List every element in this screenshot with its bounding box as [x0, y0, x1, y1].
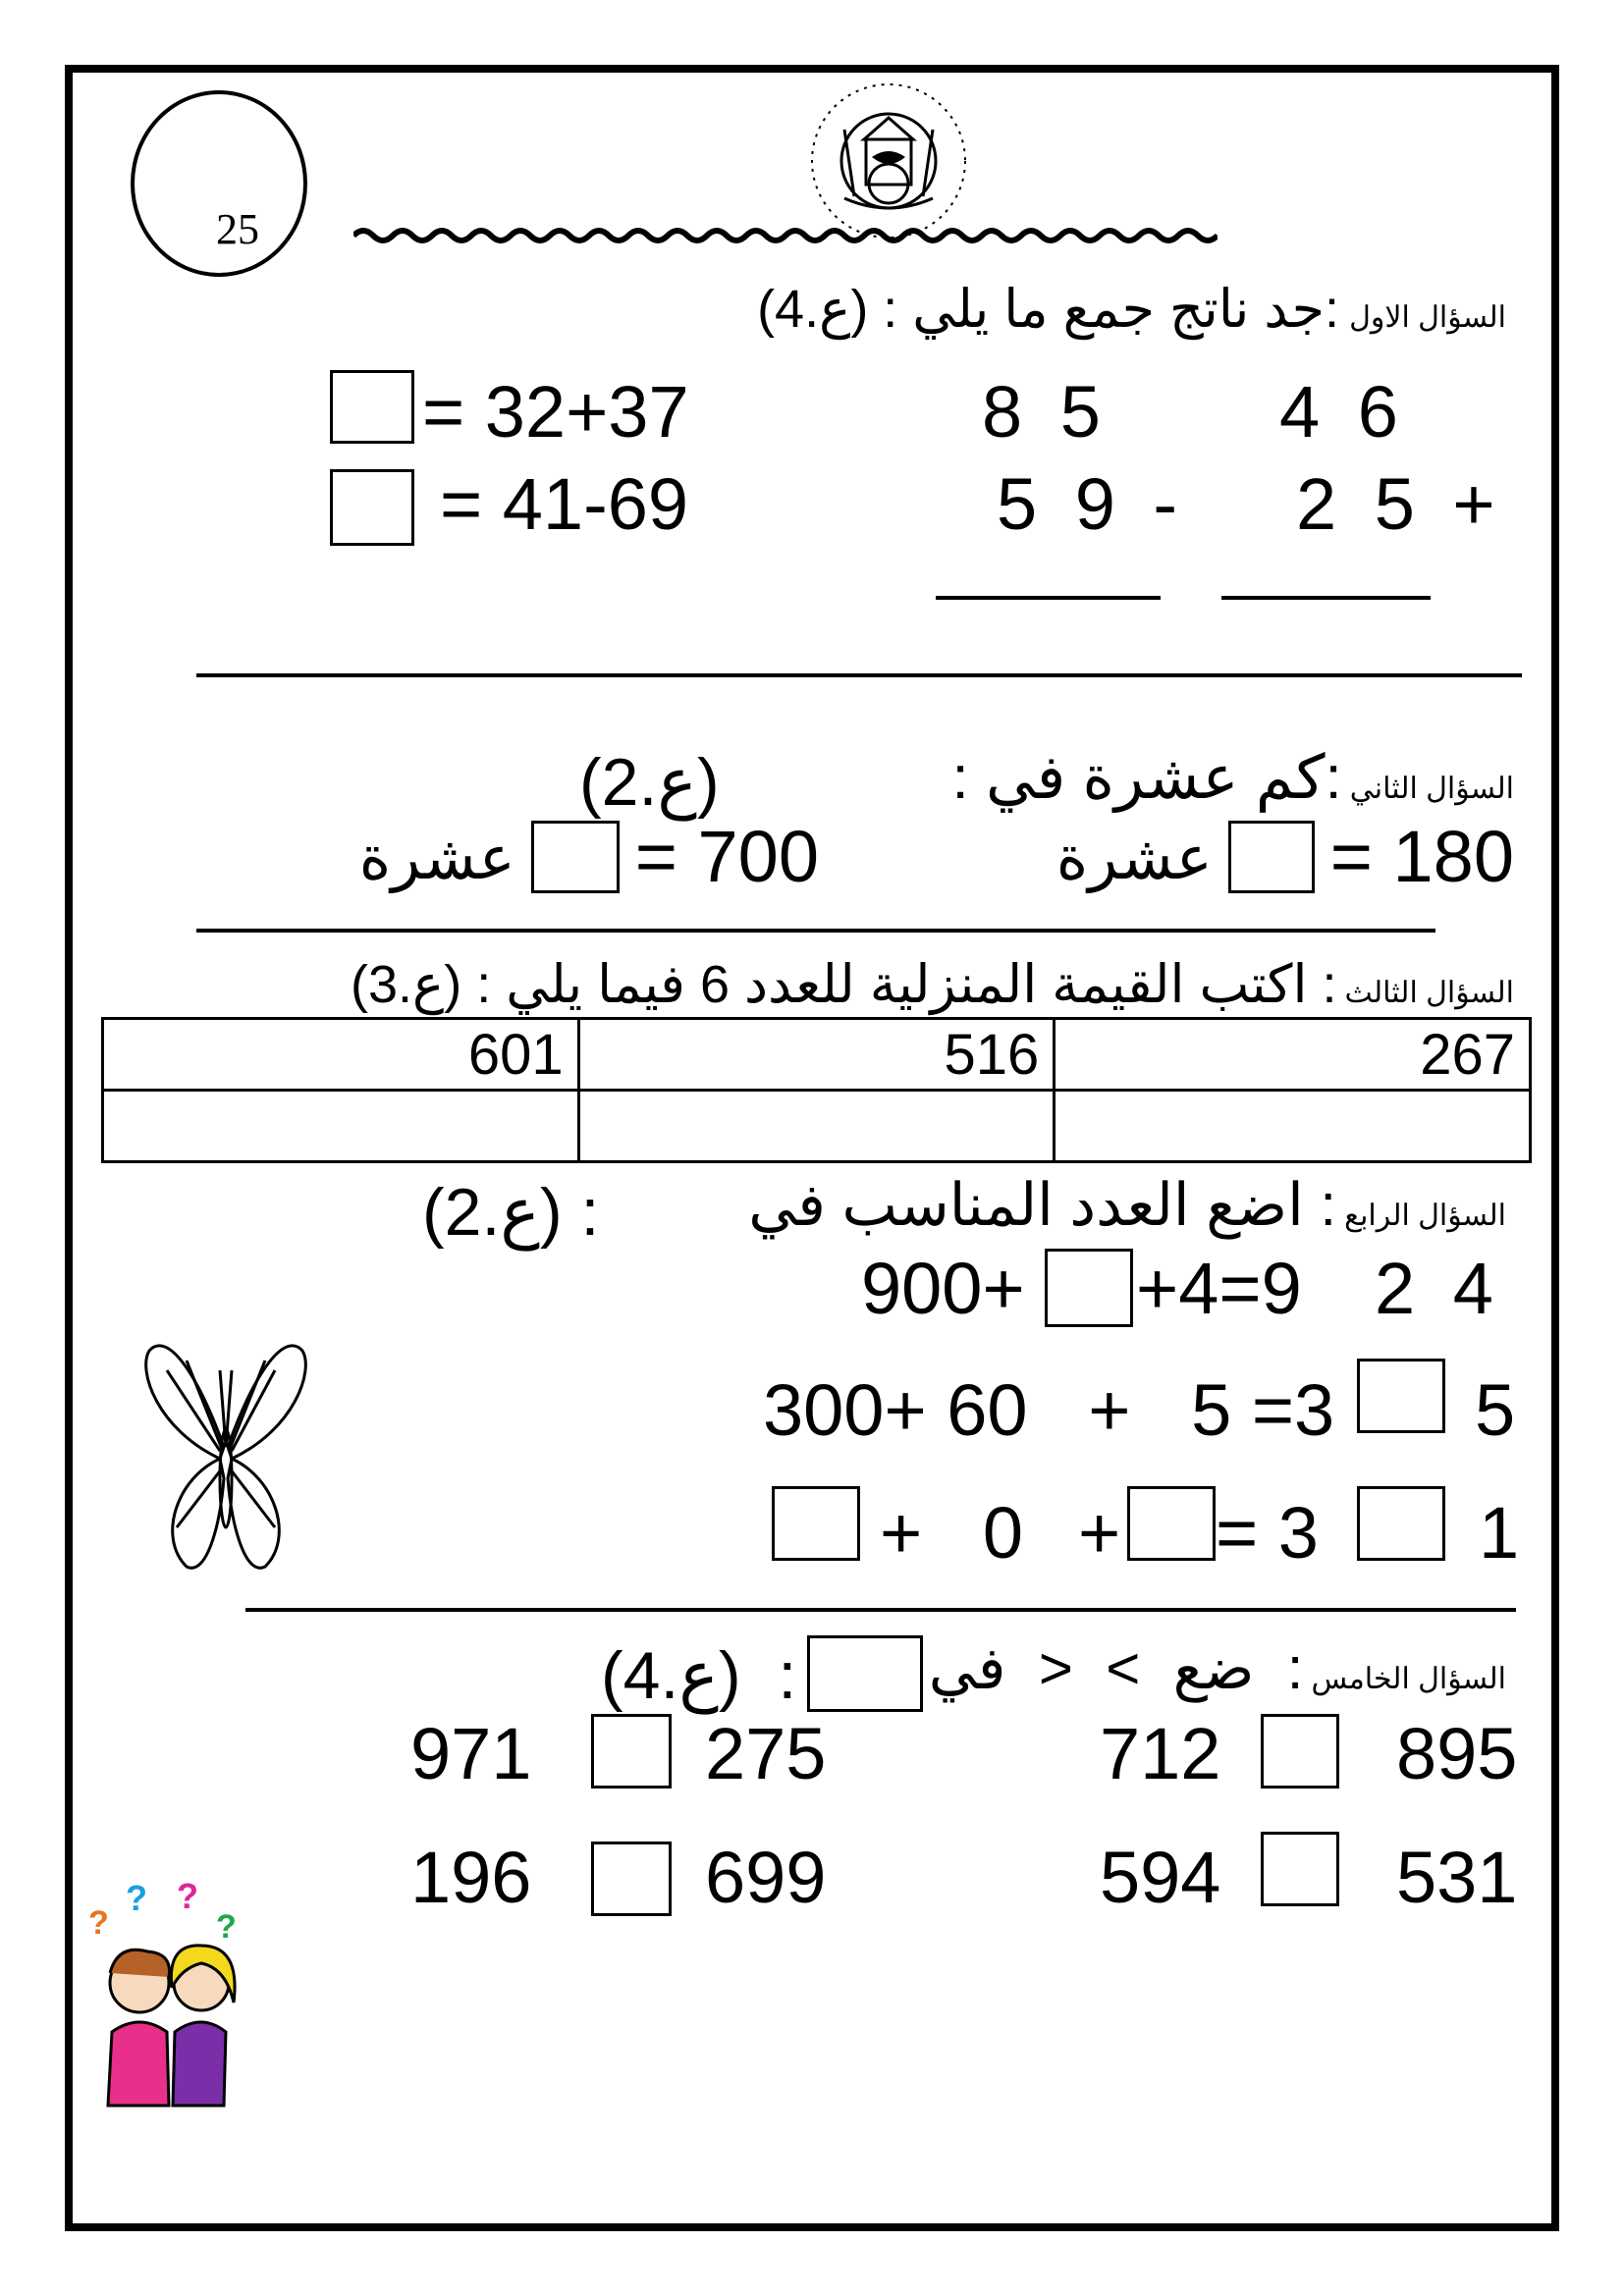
q5-compare-box[interactable]: [591, 1842, 672, 1916]
q1-equation-2: = 41-69: [440, 463, 689, 545]
butterfly-icon: [137, 1331, 314, 1581]
svg-text:?: ?: [126, 1878, 147, 1918]
q5-compare-box[interactable]: [591, 1714, 672, 1789]
q3-title: : اكتب القيمة المنزلية للعدد 6 فيما يلي : (ع.3): [350, 955, 1337, 1014]
divider: [196, 673, 1522, 677]
q5-compare-box[interactable]: [1261, 1714, 1339, 1789]
q1-col1-top: 8 5: [982, 371, 1101, 453]
q5-sample-box: [807, 1635, 923, 1712]
q5-number: 712: [1100, 1713, 1221, 1794]
q5-number: 531: [1396, 1837, 1518, 1918]
divider: [196, 929, 1435, 933]
q1-col1-bottom: 5 9 -: [997, 463, 1178, 545]
q5-compare-box[interactable]: [1261, 1832, 1339, 1906]
decorative-border-line: [353, 224, 1218, 252]
q5-marks: : (ع.4): [601, 1638, 797, 1713]
q2-left-item: [358, 816, 819, 897]
pv-answer-cell[interactable]: [578, 1091, 1055, 1162]
q4-answer-box-4[interactable]: [1127, 1486, 1216, 1561]
q4-marks: : (ع.2): [422, 1175, 600, 1250]
q1-answer-line-1: [936, 596, 1161, 600]
q2-label: السؤال الثاني: [1349, 773, 1514, 805]
page-number: 25: [216, 205, 259, 253]
q1-col2-top: 4 6: [1279, 371, 1398, 453]
q1-answer-box-1[interactable]: [330, 370, 414, 444]
svg-text:?: ?: [216, 1908, 237, 1946]
q4-label: السؤال الرابع: [1344, 1200, 1506, 1232]
pv-number-cell: 516: [578, 1019, 1055, 1091]
q1-col2-bottom: 2 5 +: [1296, 463, 1495, 545]
q5-title: : ضع > < في: [928, 1635, 1304, 1701]
q5-number: 895: [1396, 1713, 1518, 1794]
q5-number: 971: [410, 1713, 532, 1794]
q3-label: السؤال الثالث: [1344, 977, 1514, 1009]
q4-r3-middle: + 0: [880, 1492, 1024, 1574]
q4-r1-right: +4=9: [1136, 1248, 1302, 1329]
q4-r3-number: 1: [1479, 1492, 1520, 1574]
thinking-kids-illustration: [79, 1875, 255, 2115]
q4-answer-box-3[interactable]: [1357, 1486, 1445, 1561]
q1-answer-box-2[interactable]: [330, 469, 414, 546]
q1-equation-1: = 32+37: [422, 371, 689, 453]
q1-label: السؤال الاول: [1349, 301, 1506, 334]
q4-r2-number: 5: [1475, 1369, 1516, 1451]
pv-answer-cell[interactable]: [103, 1091, 579, 1162]
q2-word-2: عشرة: [358, 824, 515, 892]
q2-marks: (ع.2): [579, 745, 720, 820]
divider: [245, 1608, 1516, 1612]
pv-number-cell: 267: [1055, 1019, 1531, 1091]
q5-number: 699: [705, 1837, 827, 1918]
svg-text:?: ?: [88, 1904, 109, 1942]
q2-heading: [951, 744, 1514, 812]
q2-title: :كم عشرة في :: [951, 744, 1342, 812]
q4-r1-number: 2 4: [1375, 1248, 1493, 1329]
q4-answer-box-5[interactable]: [772, 1486, 860, 1561]
pv-number-cell: 601: [103, 1019, 579, 1091]
q4-r3-plus: +: [1078, 1492, 1121, 1574]
q5-label: السؤال الخامس: [1311, 1663, 1506, 1695]
pv-answer-cell[interactable]: [1055, 1091, 1531, 1162]
q4-r2-expression: 300+ 60 + 5 =3: [763, 1369, 1335, 1451]
q2-word-1: عشرة: [1056, 824, 1213, 892]
q2-left-number: 700 =: [634, 816, 819, 897]
q5-heading: [928, 1635, 1506, 1701]
q4-r3-equals: = 3: [1216, 1492, 1319, 1574]
q5-number: 275: [705, 1713, 827, 1794]
place-value-table: [101, 1017, 1532, 1163]
q5-number: 196: [410, 1837, 532, 1918]
q2-right-number: 180 =: [1329, 816, 1514, 897]
q4-r1-left: 900+: [861, 1248, 1025, 1329]
q4-answer-box-2[interactable]: [1357, 1359, 1445, 1433]
q2-answer-box-1[interactable]: [1228, 821, 1315, 893]
q2-answer-box-2[interactable]: [531, 821, 620, 893]
svg-text:?: ?: [177, 1876, 198, 1916]
q1-answer-line-2: [1221, 596, 1431, 600]
ministry-emblem: [785, 80, 992, 247]
q4-title: : اضع العدد المناسب في: [748, 1172, 1337, 1238]
q5-number: 594: [1100, 1837, 1221, 1918]
q4-heading: [748, 1172, 1506, 1238]
q4-answer-box-1[interactable]: [1045, 1249, 1133, 1327]
q1-heading: [757, 280, 1506, 339]
q3-heading: [350, 955, 1514, 1014]
q1-title: :جد ناتج جمع ما يلي : (ع.4): [757, 280, 1340, 339]
q2-right-item: [1056, 816, 1514, 897]
